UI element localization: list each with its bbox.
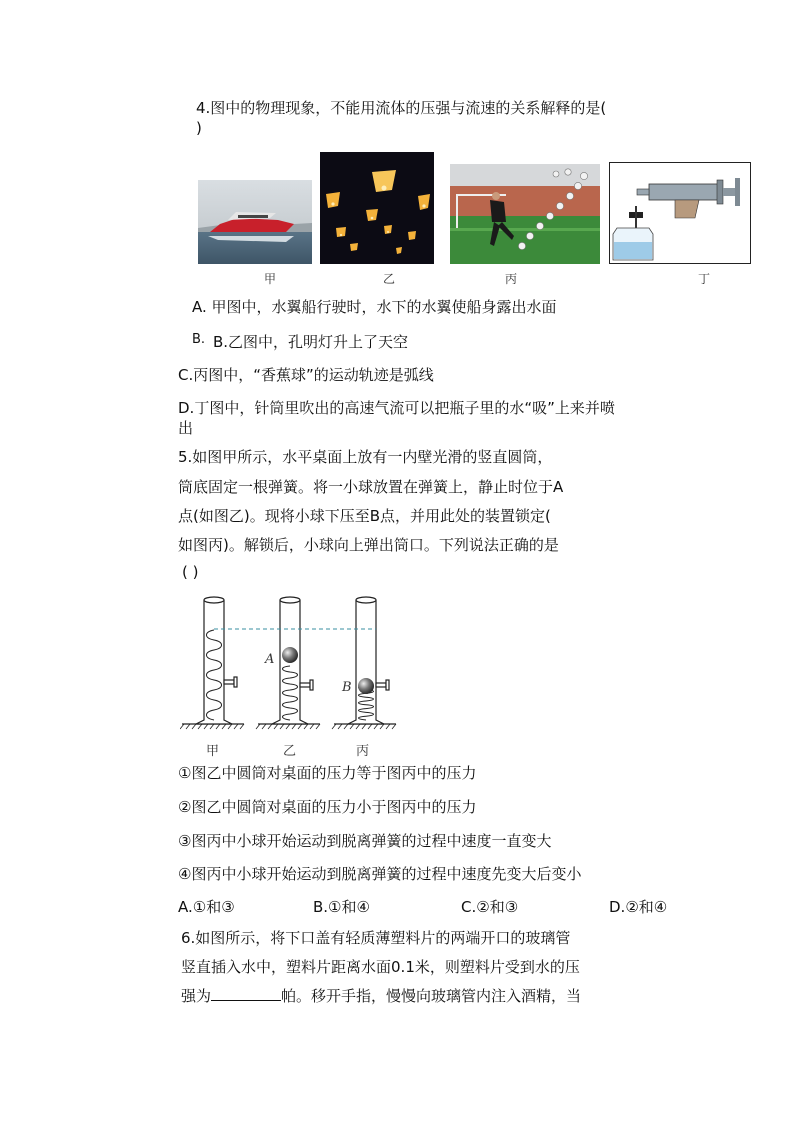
q5-answer-paren: ( ) — [182, 563, 199, 581]
q4-option-b-prefix: B. — [192, 332, 206, 347]
q5-statement-3: ③图丙中小球开始运动到脱离弹簧的过程中速度一直变大 — [178, 832, 552, 850]
q4-stem-line1: 4.图中的物理现象，不能用流体的压强与流速的关系解释的是( — [196, 99, 607, 117]
q5-statement-2: ②图乙中圆筒对桌面的压力小于图丙中的压力 — [178, 798, 477, 816]
q6-line2: 竖直插入水中，塑料片距离水面0.1米，则塑料片受到水的压 — [181, 958, 580, 976]
caption-ding: 丁 — [698, 272, 711, 286]
q4-stem-line2: ) — [196, 119, 202, 137]
q4-option-b: B.乙图中，孔明灯升上了天空 — [213, 333, 409, 351]
q5-stem-line4: 如图丙)。解锁后，小球向上弹出筒口。下列说法正确的是 — [178, 536, 559, 554]
q5-stem-line3: 点(如图乙)。现将小球下压至B点，并用此处的装置锁定( — [178, 507, 551, 525]
q4-option-d-line2: 出 — [178, 419, 194, 437]
q6-line3 — [181, 986, 581, 1006]
figure-caption-yi: 乙 — [283, 744, 297, 759]
figure-caption-jia: 甲 — [206, 744, 220, 759]
q5-choice-c: C.②和③ — [461, 898, 519, 916]
q4-option-a: A. 甲图中，水翼船行驶时，水下的水翼使船身露出水面 — [192, 298, 557, 316]
figure-caption-bing: 丙 — [356, 744, 370, 759]
caption-yi: 乙 — [383, 272, 396, 286]
q6-line3-pre: 强为 — [181, 987, 212, 1005]
caption-bing: 丙 — [505, 272, 518, 286]
q4-option-c: C.丙图中，“香蕉球”的运动轨迹是弧线 — [178, 366, 434, 384]
point-label-b: B — [342, 680, 352, 695]
q6-line1: 6.如图所示，将下口盖有轻质薄塑料片的两端开口的玻璃管 — [181, 929, 571, 947]
q5-stem-line2: 筒底固定一根弹簧。将一小球放置在弹簧上，静止时位于A — [178, 478, 564, 496]
photo-banana-kick — [450, 164, 600, 264]
q5-statement-4: ④图丙中小球开始运动到脱离弹簧的过程中速度先变大后变小 — [178, 865, 582, 883]
q5-choice-b: B.①和④ — [313, 898, 370, 916]
photo-sky-lanterns — [320, 152, 434, 264]
q5-choice-a: A.①和③ — [178, 898, 235, 916]
q6-line3-post: 帕。移开手指，慢慢向玻璃管内注入酒精，当 — [281, 987, 582, 1005]
answer-blank[interactable] — [211, 986, 281, 1001]
photo-hydrofoil-boat — [198, 180, 312, 264]
diagram-spring-cylinders — [180, 588, 400, 764]
q5-stem-line1: 5.如图甲所示，水平桌面上放有一内壁光滑的竖直圆筒， — [178, 448, 553, 466]
point-label-a: A — [265, 652, 275, 667]
q5-statement-1: ①图乙中圆筒对桌面的压力等于图丙中的压力 — [178, 764, 477, 782]
diagram-syringe-bottle — [609, 162, 751, 264]
q5-choice-d: D.②和④ — [609, 898, 668, 916]
caption-jia: 甲 — [264, 272, 277, 286]
q4-option-d-line1: D.丁图中，针筒里吹出的高速气流可以把瓶子里的水“吸”上来并喷 — [178, 399, 615, 417]
